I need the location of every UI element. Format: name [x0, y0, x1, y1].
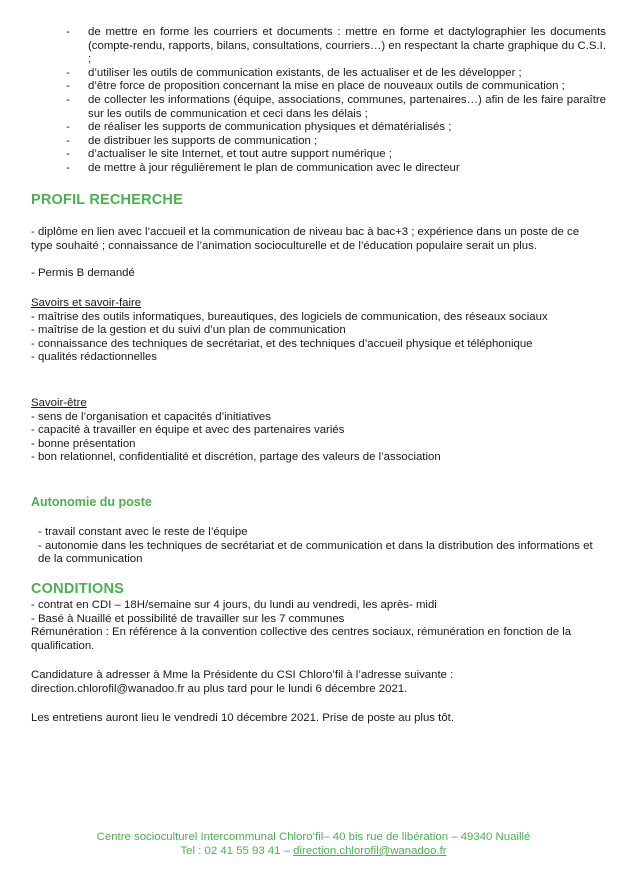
- entretiens-text: Les entretiens auront lieu le vendredi 10 décembre 2021. Prise de poste au plus tôt.: [31, 712, 454, 724]
- footer-contact: [0, 844, 627, 858]
- footer: [0, 830, 627, 858]
- task-text: d’être force de proposition concernant la mise en place de nouveaux outils de communication ;: [88, 80, 565, 93]
- task-list: [66, 26, 606, 176]
- savoirs-item: - qualités rédactionnelles: [31, 351, 158, 364]
- profil-heading: PROFIL RECHERCHE: [31, 192, 183, 208]
- dash-bullet: -: [66, 66, 70, 79]
- dash-bullet: -: [66, 93, 70, 106]
- task-text: de mettre à jour régulièrement le plan de communication avec le directeur: [88, 161, 460, 174]
- autonomie-section: [38, 526, 601, 567]
- conditions-item: Rémunération : En référence à la convention collective des centres sociaux, rémunération en fonction de la qualification.: [31, 626, 572, 652]
- entretiens-block: [31, 712, 601, 726]
- task-text: de mettre en forme les courriers et documents : mettre en forme et dactylographier les documents (compte-rendu, rapports, bilans, consultations, courriers…) en respectant la charte graphique du C.S.I. ;: [88, 26, 606, 66]
- savoirs-item: - connaissance des techniques de secrétariat, et des techniques d’accueil physique et téléphonique: [31, 337, 533, 350]
- savoirs-item: - maîtrise des outils informatiques, bureautiques, des logiciels de communication, des réseaux sociaux: [31, 310, 548, 323]
- autonomie-heading: Autonomie du poste: [31, 495, 152, 509]
- permis-text: - Permis B demandé: [31, 267, 135, 279]
- conditions-item: - contrat en CDI – 18H/semaine sur 4 jours, du lundi au vendredi, les après- midi: [31, 599, 437, 611]
- task-text: de distribuer les supports de communication ;: [88, 134, 318, 147]
- dash-bullet: -: [66, 80, 70, 93]
- task-item: [66, 94, 606, 121]
- savoirs-item: - maîtrise de la gestion et du suivi d’un plan de communication: [31, 324, 346, 337]
- savoir-etre-item: - sens de l’organisation et capacités d’initiatives: [31, 410, 271, 423]
- autonomie-item: - travail constant avec le reste de l’équipe: [38, 526, 248, 538]
- task-item: [66, 26, 606, 67]
- dash-bullet: -: [66, 26, 70, 38]
- task-item: [66, 148, 606, 162]
- conditions-item: - Basé à Nuaillé et possibilité de travailler sur les 7 communes: [31, 612, 345, 625]
- dash-bullet: -: [66, 161, 70, 174]
- savoir-etre-item: - bon relationnel, confidentialité et discrétion, partage des valeurs de l’association: [31, 451, 441, 464]
- profil-section: [31, 226, 601, 253]
- diplome-text: - diplôme en lien avec l’accueil et la communication de niveau bac à bac+3 ; expérience dans un poste de ce type souhaité ; connaissance de l’animation socioculturelle et de l’éducation populaire serait un plus.: [31, 226, 580, 252]
- permis-block: [31, 267, 601, 281]
- candidature-block: [31, 669, 601, 696]
- footer-email-link[interactable]: direction.chlorofil@wanadoo.fr: [293, 845, 447, 857]
- savoir-etre-item: - bonne présentation: [31, 437, 136, 450]
- task-text: de collecter les informations (équipe, associations, communes, partenaires…) afin de les faire paraître sur les outils de communication et ceci dans les délais ;: [88, 93, 606, 120]
- task-item: [66, 135, 606, 149]
- savoir-etre-title: Savoir-être: [31, 397, 87, 409]
- savoir-etre-item: - capacité à travailler en équipe et avec des partenaires variés: [31, 424, 345, 437]
- conditions-section: [31, 599, 601, 653]
- footer-address: Centre socioculturel Intercommunal Chloro’fil– 40 bis rue de libération – 49340 Nuaillé: [96, 831, 531, 843]
- autonomie-item: - autonomie dans les techniques de secrétariat et de communication et dans la distribution des informations et de la communication: [38, 539, 593, 566]
- task-text: d’actualiser le site Internet, et tout autre support numérique ;: [88, 148, 392, 161]
- savoirs-title: Savoirs et savoir-faire: [31, 297, 142, 309]
- dash-bullet: -: [66, 121, 70, 134]
- task-item: [66, 67, 606, 81]
- task-text: de réaliser les supports de communication physiques et dématérialisés ;: [88, 121, 452, 134]
- footer-tel: Tel : 02 41 55 93 41 –: [180, 845, 294, 857]
- savoir-etre-section: [31, 397, 601, 465]
- task-item: [66, 121, 606, 135]
- candidature-text: Candidature à adresser à Mme la Présidente du CSI Chloro’fil à l’adresse suivante : direction.chlorofil@wanadoo.fr au plus tard pour le lundi 6 décembre 2021.: [31, 669, 454, 695]
- dash-bullet: -: [66, 134, 70, 147]
- task-item: [66, 162, 606, 176]
- dash-bullet: -: [66, 148, 70, 161]
- conditions-heading: CONDITIONS: [31, 581, 125, 597]
- task-text: d’utiliser les outils de communication existants, de les actualiser et de les développer ;: [88, 66, 522, 79]
- savoirs-section: [31, 297, 601, 365]
- task-item: [66, 80, 606, 94]
